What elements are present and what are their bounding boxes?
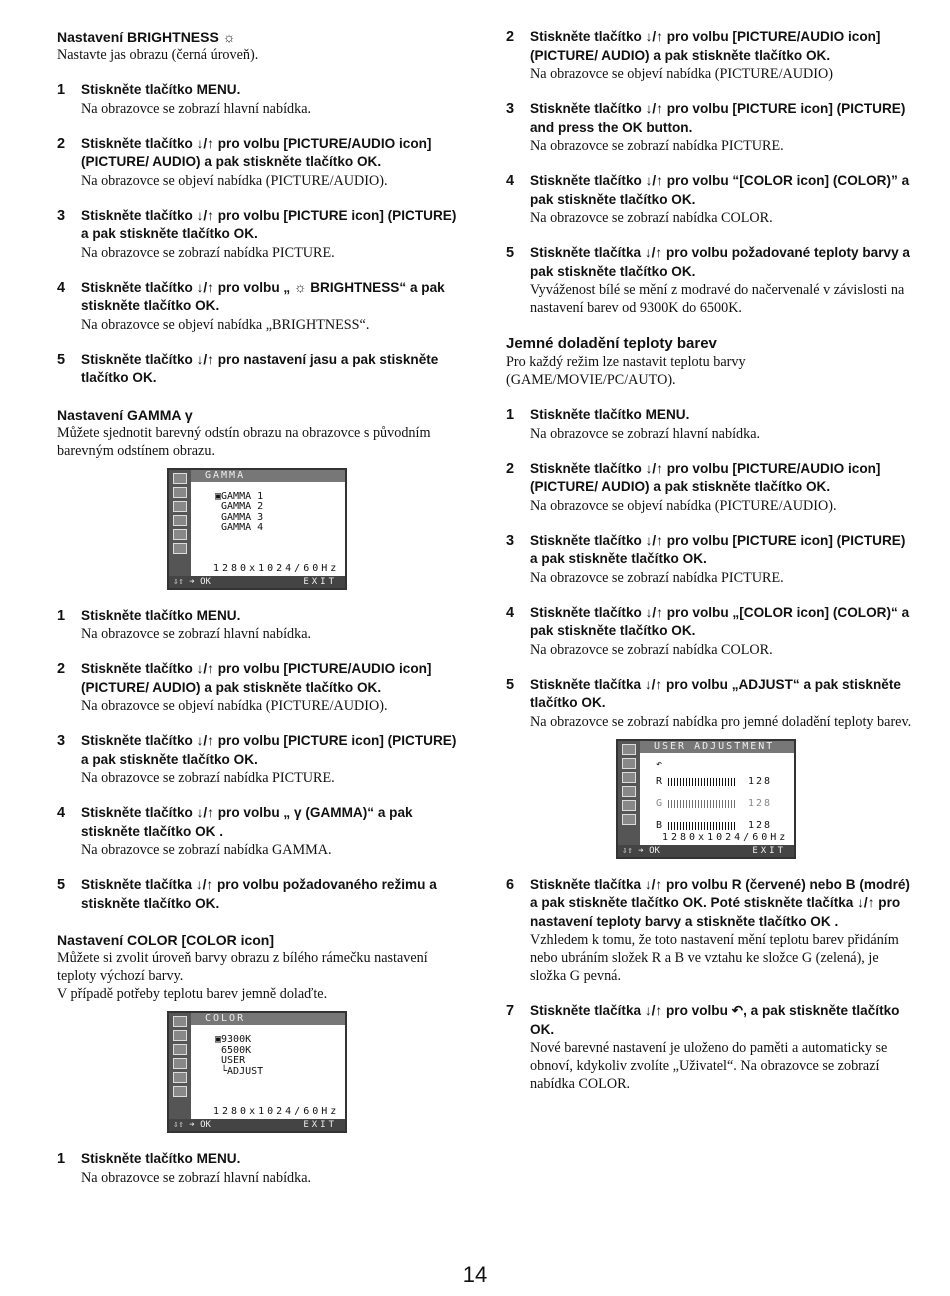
osd-row-b: B 128 (656, 820, 773, 831)
back-icon: ↶ (656, 758, 663, 770)
fine-tune-title: Jemné doladění teploty barev (506, 335, 717, 352)
color-step: 4 Stiskněte tlačítko ↓/↑ pro volbu “[COLOR icon] (COLOR)” a pak stiskněte tlačítko OK. Na obrazovce se zobrazí nabídka COLOR. (506, 173, 910, 226)
user-adjustment-osd-screen: USER ADJUSTMENT ↶ R 128 G 128 B 128 1280x1024/60Hz ⇩⇧ ➔ OK EXIT (616, 739, 796, 859)
color-step: 3 Stiskněte tlačítko ↓/↑ pro volbu [PICTURE icon] (PICTURE) and press the OK button. Na obrazovce se zobrazí nabídka PICTURE. (506, 101, 906, 154)
gamma-desc: Můžete sjednotit barevný odstín obrazu na obrazovce s původním barevným odstínem obrazu. (57, 424, 431, 459)
brightness-desc: Nastavte jas obrazu (černá úroveň). (57, 47, 259, 63)
brightness-step: 2 Stiskněte tlačítko ↓/↑ pro volbu [PICTURE/AUDIO icon] (PICTURE/ AUDIO) a pak stiskněte tlačítko OK. Na obrazovce se objeví nabídka (PICTURE/AUDIO). (57, 135, 432, 189)
osd-menu-icons (618, 741, 640, 845)
fine-step: 7 Stiskněte tlačítka ↓/↑ pro volbu ↶, a pak stiskněte tlačítko OK. Nové barevné nastavení je uloženo do paměti a automaticky se obnoví, kdykoliv zvolíte „Uživatel“. Na obrazovce se zobrazí nabídka COLOR. (506, 1003, 900, 1092)
color-step: 1 Stiskněte tlačítko MENU. Na obrazovce se zobrazí hlavní nabídka. (57, 1151, 312, 1186)
fine-step: 2 Stiskněte tlačítko ↓/↑ pro volbu [PICTURE/AUDIO icon] (PICTURE/ AUDIO) a pak stiskněte tlačítko OK. Na obrazovce se objeví nabídka (PICTURE/AUDIO). (506, 460, 881, 514)
color-title: Nastavení COLOR [COLOR icon] (57, 932, 275, 948)
left-column (57, 28, 457, 1187)
osd-menu-icons (169, 1013, 191, 1119)
fine-step: 1 Stiskněte tlačítko MENU. Na obrazovce se zobrazí hlavní nabídka. (506, 407, 761, 442)
color-desc: Můžete si zvolit úroveň barvy obrazu z bílého rámečku nastavení teploty výchozí barvy. V případě potřeby teplotu barev jemně dolaďte. (57, 950, 428, 1002)
color-osd-screen: COLOR ▣9300K 6500K USER └ADJUST 1280x1024/60Hz ⇩⇧ ➔ OK EXIT (167, 1011, 347, 1133)
gamma-step: 2 Stiskněte tlačítko ↓/↑ pro volbu [PICTURE/AUDIO icon] (PICTURE/ AUDIO) a pak stiskněte tlačítko OK. Na obrazovce se objeví nabídka (PICTURE/AUDIO). (57, 661, 432, 714)
color-step: 2 Stiskněte tlačítko ↓/↑ pro volbu [PICTURE/AUDIO icon] (PICTURE/ AUDIO) a pak stiskněte tlačítko OK. Na obrazovce se objeví nabídka (PICTURE/AUDIO) (506, 29, 881, 82)
fine-step: 3 Stiskněte tlačítko ↓/↑ pro volbu [PICTURE icon] (PICTURE) a pak stiskněte tlačítko OK. Na obrazovce se zobrazí nabídka PICTURE. (506, 532, 906, 586)
brightness-step: 5 Stiskněte tlačítko ↓/↑ pro nastavení jasu a pak stiskněte tlačítko OK. (57, 351, 439, 385)
gamma-step: 3 Stiskněte tlačítko ↓/↑ pro volbu [PICTURE icon] (PICTURE) a pak stiskněte tlačítko OK. Na obrazovce se zobrazí nabídka PICTURE. (57, 733, 457, 786)
brightness-title: Nastavení BRIGHTNESS ☼ (57, 29, 236, 45)
page-number: 14 (462, 1262, 488, 1287)
fine-step: 4 Stiskněte tlačítko ↓/↑ pro volbu „[COLOR icon] (COLOR)“ a pak stiskněte tlačítko OK. Na obrazovce se zobrazí nabídka COLOR. (506, 604, 910, 658)
osd-row-r: R 128 (656, 776, 773, 787)
right-column (506, 28, 916, 1093)
osd-menu-icons (169, 470, 191, 576)
gamma-step: 4 Stiskněte tlačítko ↓/↑ pro volbu „ γ (GAMMA)“ a pak stiskněte tlačítko OK . Na obrazovce se zobrazí nabídka GAMMA. (57, 805, 413, 858)
osd-row-g: G 128 (656, 798, 773, 809)
brightness-step: 4 Stiskněte tlačítko ↓/↑ pro volbu „ ☼ BRIGHTNESS“ a pak stiskněte tlačítko OK. Na obrazovce se objeví nabídka „BRIGHTNESS“. (57, 279, 445, 333)
fine-tune-desc: Pro každý režim lze nastavit teplotu barvy (GAME/MOVIE/PC/AUTO). (506, 354, 746, 388)
brightness-step: 1 Stiskněte tlačítko MENU. Na obrazovce se zobrazí hlavní nabídka. (57, 82, 312, 117)
brightness-step: 3 Stiskněte tlačítko ↓/↑ pro volbu [PICTURE icon] (PICTURE) a pak stiskněte tlačítko OK. Na obrazovce se zobrazí nabídka PICTURE. (57, 207, 457, 261)
gamma-title: Nastavení GAMMA γ (57, 406, 193, 423)
gamma-step: 5 Stiskněte tlačítka ↓/↑ pro volbu požadovaného režimu a stiskněte tlačítko OK. (57, 877, 437, 911)
gamma-osd-screen: GAMMA ▣GAMMA 1 GAMMA 2 GAMMA 3 GAMMA 4 1280x1024/60Hz ⇩⇧ ➔ OK EXIT (167, 468, 347, 590)
gamma-step: 1 Stiskněte tlačítko MENU. Na obrazovce se zobrazí hlavní nabídka. (57, 607, 312, 642)
fine-step: 5 Stiskněte tlačítka ↓/↑ pro volbu „ADJUST“ a pak stiskněte tlačítko OK. Na obrazovce se zobrazí nabídka pro jemné doladění teploty barev. (506, 676, 912, 730)
color-step: 5 Stiskněte tlačítka ↓/↑ pro volbu požadované teploty barvy a pak stiskněte tlačítko OK. Vyváženost bílé se mění z modravé do načervenalé v závislosti na nastavení barev od 9300K do 6500K. (506, 245, 910, 316)
fine-step: 6 Stiskněte tlačítka ↓/↑ pro volbu R (červené) nebo B (modré) a pak stiskněte tlačítko OK. Poté stiskněte tlačítka ↓/↑ pro nastavení teploty barvy a stiskněte tlačítko OK . Vzhledem k tomu, že toto nastavení mění teplotu barev přidáním nebo ubráním složek R a B ve vztahu ke složce G (zelená), je složka G pevná. (506, 876, 910, 984)
